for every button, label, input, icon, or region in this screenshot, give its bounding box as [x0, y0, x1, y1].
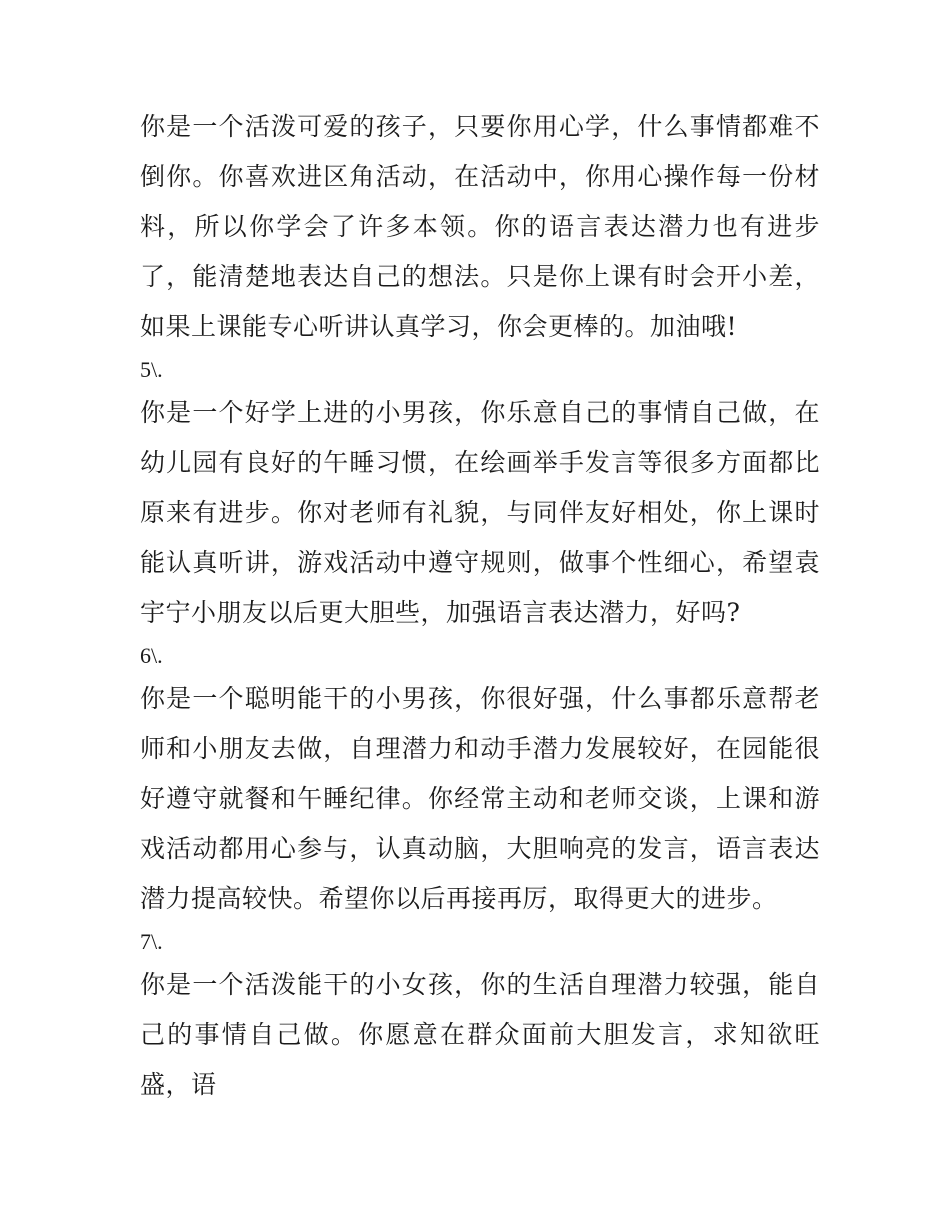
item-number-6: 6\.	[140, 643, 163, 668]
paragraph-6: 你是一个聪明能干的小男孩，你很好强，什么事都乐意帮老师和小朋友去做，自理潜力和动手潜力发展较好，在园能很好遵守就餐和午睡纪律。你经常主动和老师交谈，上课和游戏活动都用心参与，认真动脑，大胆响亮的发言，语言表达潜力提高较快。希望你以后再接再厉，取得更大的进步。	[140, 684, 820, 913]
item-number-5: 5\.	[140, 357, 163, 382]
document-body	[140, 102, 820, 1110]
item-number-7: 7\.	[140, 929, 163, 954]
paragraph-4: 你是一个活泼可爱的孩子，只要你用心学，什么事情都难不倒你。你喜欢进区角活动，在活动中，你用心操作每一份材料，所以你学会了许多本领。你的语言表达潜力也有进步了，能清楚地表达自己的想法。只是你上课有时会开小差，如果上课能专心听讲认真学习，你会更棒的。加油哦!	[140, 112, 820, 341]
paragraph-7: 你是一个活泼能干的小女孩，你的生活自理潜力较强，能自己的事情自己做。你愿意在群众面前大胆发言，求知欲旺盛，语	[140, 970, 820, 1099]
paragraph-5: 你是一个好学上进的小男孩，你乐意自己的事情自己做，在幼儿园有良好的午睡习惯，在绘画举手发言等很多方面都比原来有进步。你对老师有礼貌，与同伴友好相处，你上课时能认真听讲，游戏活动中遵守规则，做事个性细心，希望袁宇宁小朋友以后更大胆些，加强语言表达潜力，好吗?	[140, 398, 820, 627]
